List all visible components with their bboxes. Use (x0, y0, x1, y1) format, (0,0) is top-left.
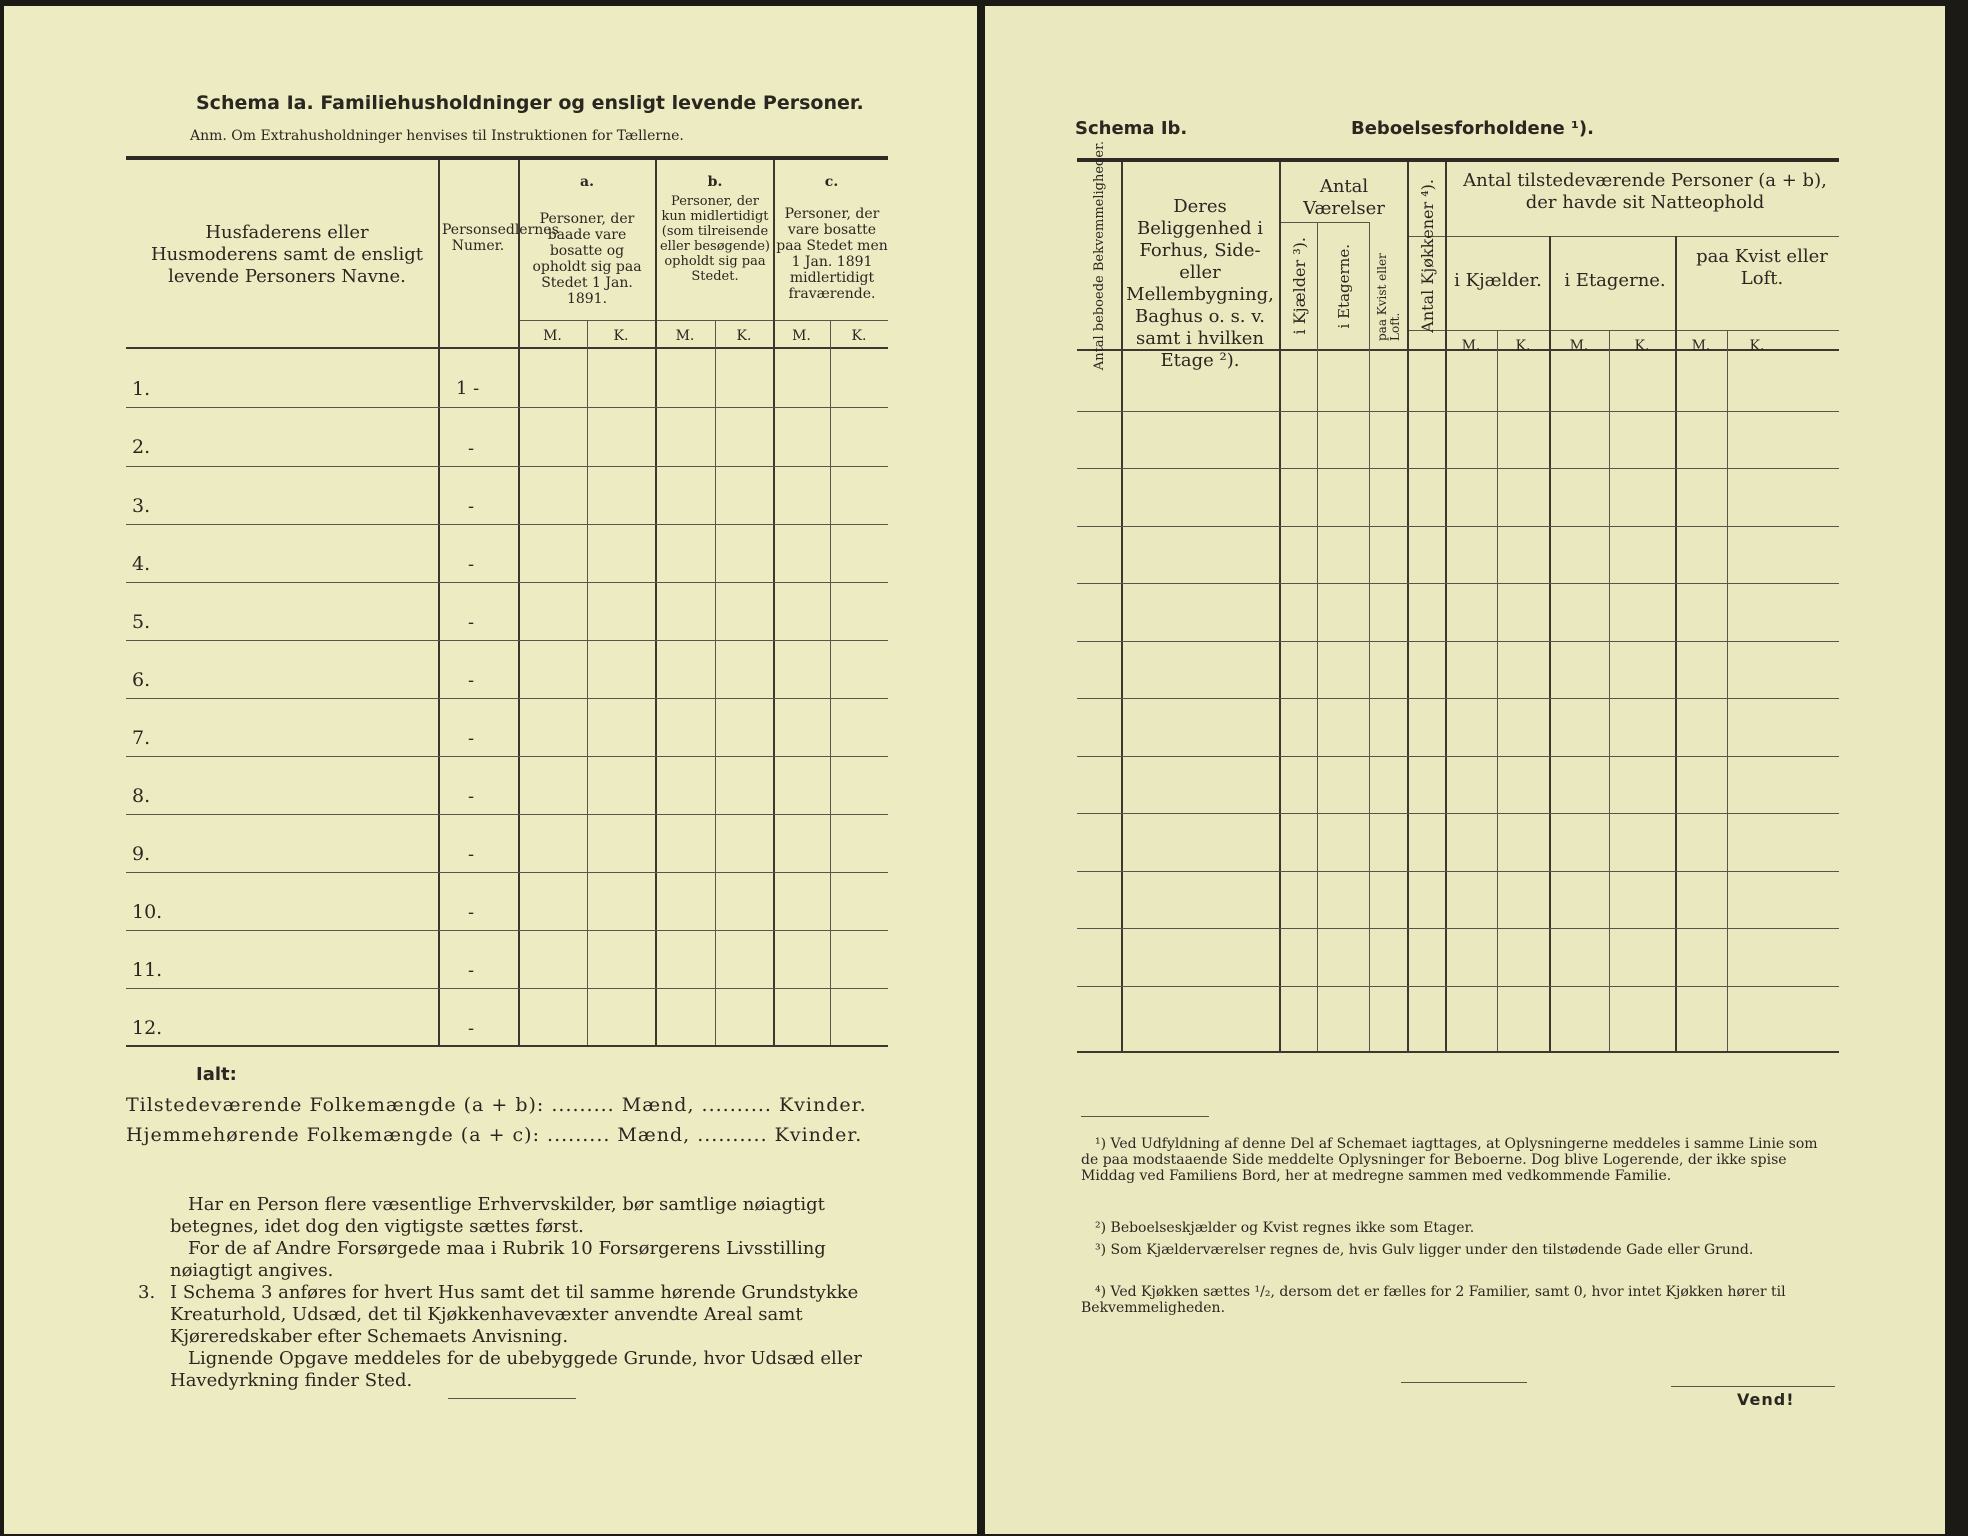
row-label-2: 2. (132, 436, 151, 458)
header-location: Deres Beliggenhed i Forhus, Side- eller Mellembygning, Baghus o. s. v. samt i hvilken Etage ²). (1126, 196, 1274, 371)
row-rule (1077, 871, 1839, 872)
c-k: K. (851, 328, 867, 344)
header-a-letter: a. (580, 174, 594, 190)
closing-rule (1401, 1382, 1527, 1383)
row-rule (1077, 641, 1839, 642)
p2-k: K. (1634, 338, 1650, 354)
row-rule (126, 407, 888, 408)
table-bottom-rule (1077, 1051, 1839, 1053)
c-m: M. (792, 328, 811, 344)
row-rule (1077, 526, 1839, 527)
mk-rule (518, 320, 888, 321)
person-number-3: - (468, 496, 475, 517)
header-rooms-attic-cell (1371, 226, 1407, 346)
p3-m: M. (1691, 338, 1711, 354)
instruction-3-number: 3. (138, 1282, 156, 1303)
row-rule (126, 756, 888, 757)
person-number-11: - (468, 960, 475, 981)
schema-ib-label: Schema Ib. (1075, 118, 1188, 139)
person-number-5: - (468, 612, 475, 633)
header-persons: Antal tilstedeværende Personer (a + b), der havde sit Natteophold (1463, 170, 1827, 213)
footnote-2: ²) Beboelseskjælder og Kvist regnes ikke som Etager. (1095, 1220, 1475, 1236)
rooms-rule (1279, 222, 1369, 223)
header-kitchens-cell (1409, 166, 1445, 346)
b-k: K. (736, 328, 752, 344)
schema-ib-title: Beboelsesforholdene ¹). (1351, 118, 1594, 139)
person-number-4: - (468, 554, 475, 575)
p3-k: K. (1749, 338, 1765, 354)
ialt-label: Ialt: (196, 1064, 237, 1085)
header-names: Husfaderens eller Husmoderens samt de ensligt levende Personers Navne. (150, 222, 424, 287)
vend-label: Vend! (1737, 1390, 1795, 1409)
col-divider-number (518, 160, 520, 1045)
row-rule (126, 582, 888, 583)
row-label-12: 12. (132, 1017, 163, 1039)
row-label-10: 10. (132, 901, 163, 923)
header-a-text: Personer, der baade vare bosatte og opholdt sig paa Stedet 1 Jan. 1891. (532, 211, 642, 307)
row-label-8: 8. (132, 785, 151, 807)
footnote-3: ³) Som Kjælderværelser regnes de, hvis Gulv ligger under den tilstødende Gade eller Grund. (1095, 1242, 1754, 1258)
row-label-9: 9. (132, 843, 151, 865)
row-rule (1077, 986, 1839, 987)
row-rule (1077, 583, 1839, 584)
vend-rule (1671, 1386, 1835, 1387)
header-rooms-floors: i Etagerne. (1335, 243, 1353, 329)
col-divider-names (438, 160, 440, 1045)
header-dwellings: Antal beboede Bekvemmeligheder. (1091, 141, 1107, 371)
header-b-letter: b. (707, 174, 723, 190)
row-label-11: 11. (132, 959, 163, 981)
col-divider-cellar (1317, 222, 1318, 1051)
row-label-3: 3. (132, 495, 151, 517)
header-dwellings-cell (1077, 141, 1121, 371)
row-label-1: 1. (132, 378, 151, 400)
row-rule (1077, 411, 1839, 412)
row-rule (1077, 813, 1839, 814)
persons-mk-rule (1407, 330, 1839, 331)
person-number-6: - (468, 670, 475, 691)
col-divider-p2-mk (1609, 330, 1610, 1051)
p1-k: K. (1515, 338, 1531, 354)
schema-ia-title: Schema Ia. Familiehusholdninger og ensligt levende Personer. (196, 92, 864, 114)
header-rooms: Antal Værelser (1303, 176, 1385, 219)
persons-rule (1407, 236, 1839, 237)
header-rooms-cellar: i Kjælder ³). (1289, 237, 1309, 335)
instruction-2: For de af Andre Forsørgede maa i Rubrik 10 Forsørgerens Livsstilling nøiagtigt angives. (170, 1238, 826, 1281)
header-c-letter: c. (824, 174, 839, 190)
col-divider-persons (1445, 162, 1447, 1051)
col-divider-dwellings (1121, 162, 1123, 1051)
row-rule (126, 524, 888, 525)
row-rule (126, 466, 888, 467)
total-present: Tilstedeværende Folkemængde (a + b): ......... Mænd, .......... Kvinder. (126, 1094, 867, 1116)
row-rule (126, 814, 888, 815)
footnote-rule (1081, 1116, 1209, 1117)
row-rule (1077, 756, 1839, 757)
a-m: M. (543, 328, 562, 344)
footnote-4: ⁴) Ved Kjøkken sættes ¹/₂, dersom det er fælles for 2 Familier, samt 0, hvor intet Kjøkken hører til Bekvemmeligheden. (1081, 1284, 1786, 1316)
row-rule (1077, 928, 1839, 929)
col-divider-ab (655, 160, 657, 1045)
person-number-8: - (468, 786, 475, 807)
p2-m: M. (1569, 338, 1589, 354)
left-page (4, 6, 977, 1534)
total-resident: Hjemmehørende Folkemængde (a + c): ......... Mænd, .......... Kvinder. (126, 1124, 863, 1146)
row-rule (126, 930, 888, 931)
p1-m: M. (1461, 338, 1481, 354)
col-divider-p3-mk (1727, 330, 1728, 1051)
header-persons-floors: i Etagerne. (1564, 270, 1666, 291)
row-rule (1077, 468, 1839, 469)
table-bottom-rule (126, 1045, 888, 1047)
header-persons-cellar: i Kjælder. (1454, 270, 1542, 291)
instruction-1: Har en Person flere væsentlige Erhvervskilder, bør samtlige nøiagtigt betegnes, idet dog den vigtigste sættes først. (170, 1194, 825, 1237)
right-page (985, 6, 1945, 1534)
person-number-7: - (468, 728, 475, 749)
person-number-9: - (468, 844, 475, 865)
col-divider-p1-mk (1497, 330, 1498, 1051)
col-divider-a-mk (587, 320, 588, 1045)
table-top-rule (1077, 158, 1839, 162)
header-b-text: Personer, der kun midlertidigt (som tilreisende eller besøgende) opholdt sig paa Stedet. (659, 194, 771, 284)
person-number-2: - (468, 438, 475, 459)
row-rule (126, 640, 888, 641)
header-person-number: Personsedlernes Numer. (442, 222, 559, 254)
schema-ia-note: Anm. Om Extrahusholdninger henvises til Instruktionen for Tællerne. (190, 128, 684, 144)
row-label-7: 7. (132, 727, 151, 749)
person-number-12: - (468, 1018, 475, 1039)
col-divider-floors (1369, 222, 1370, 1051)
header-kitchens: Antal Kjøkkener ⁴). (1417, 179, 1437, 333)
closing-rule (448, 1398, 576, 1399)
header-persons-attic: paa Kvist eller Loft. (1696, 246, 1828, 289)
row-label-4: 4. (132, 553, 151, 575)
col-divider-bc (773, 160, 775, 1045)
row-label-6: 6. (132, 669, 151, 691)
row-rule (1077, 698, 1839, 699)
row-rule (126, 872, 888, 873)
col-divider-c-mk (830, 320, 831, 1045)
row-label-5: 5. (132, 611, 151, 633)
instruction-3: I Schema 3 anføres for hvert Hus samt det til samme hørende Grundstykke Kreaturhold, Udsæd, det til Kjøkkenhavevæxter anvendte Areal samt Kjøreredskaber efter Schemaets Anvisning. (170, 1282, 859, 1347)
header-rooms-floors-cell (1319, 226, 1369, 346)
person-number-10: - (468, 902, 475, 923)
b-m: M. (675, 328, 695, 344)
row-rule (126, 698, 888, 699)
instruction-4: Lignende Opgave meddeles for de ubebyggede Grunde, hvor Udsæd eller Havedyrkning finder Sted. (170, 1348, 862, 1391)
header-rooms-cellar-cell (1281, 226, 1317, 346)
header-rooms-attic: paa Kvist eller Loft. (1375, 253, 1402, 341)
header-c-text: Personer, der vare bosatte paa Stedet men 1 Jan. 1891 midlertidigt fraværende. (776, 206, 888, 302)
row-rule (126, 988, 888, 989)
footnote-1: ¹) Ved Udfyldning af denne Del af Schemaet iagttages, at Oplysningerne meddeles i samme Linie som de paa modstaaende Side meddelte Oplysninger for Beboerne. Dog blive Logerende, der ikke spise Middag ved Familiens Bord, her at medregne sammen med vedkommende Familie. (1081, 1136, 1818, 1184)
col-divider-b-mk (715, 320, 716, 1045)
a-k: K. (613, 328, 629, 344)
person-number-1: 1 - (456, 378, 480, 399)
